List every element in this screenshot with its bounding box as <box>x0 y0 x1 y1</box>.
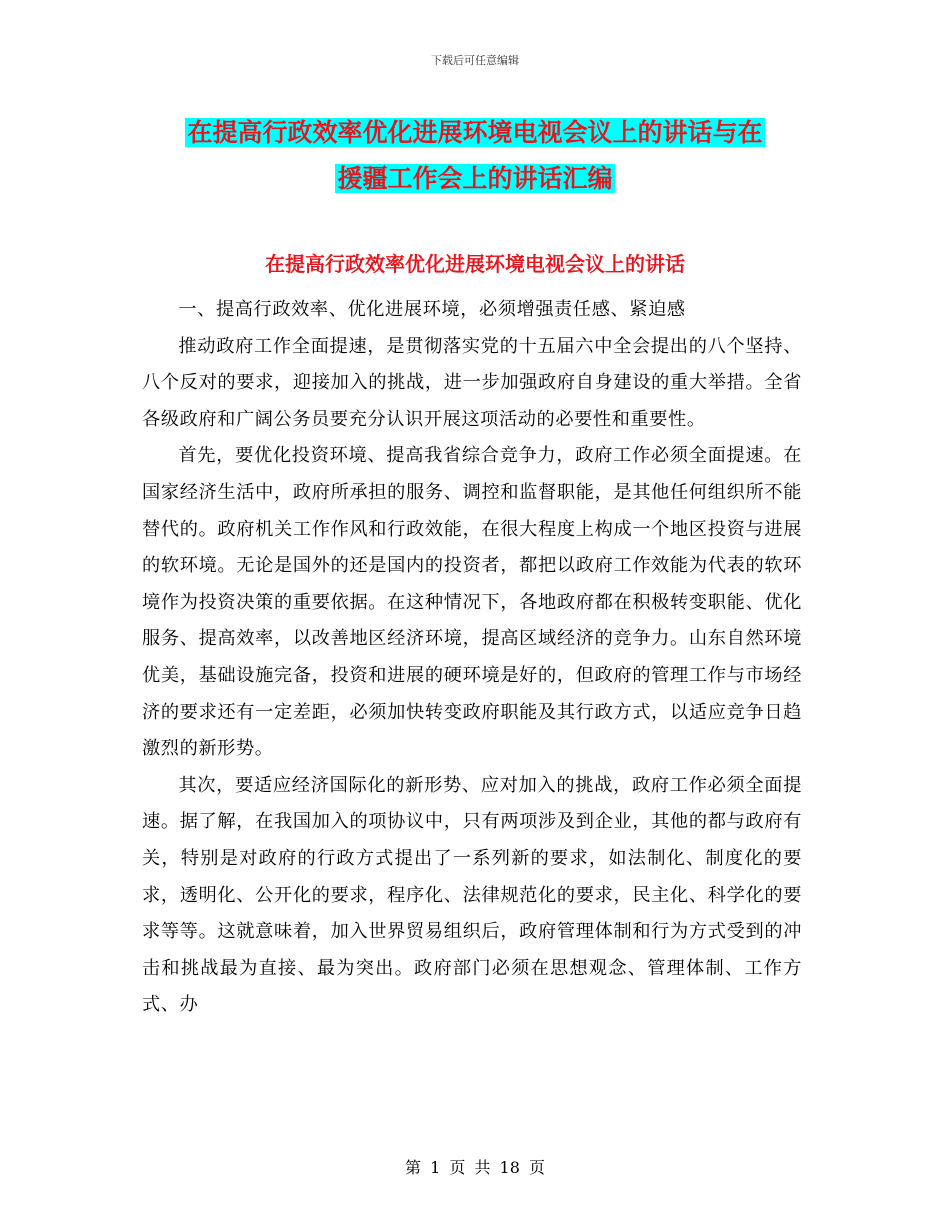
header-note: 下载后可任意编辑 <box>431 54 519 67</box>
paragraph: 首先，要优化投资环境、提高我省综合竞争力，政府工作必须全面提速。在国家经济生活中，政府所承担的服务、调控和监督职能，是其他任何组织所不能替代的。政府机关工作作风和行政效能，在很大程度上构成一个地区投资与进展的软环境。无论是国外的还是国内的投资者，都把以政府工作效能为代表的软环境作为投资决策的重要依据。在这种情况下，各地政府都在积极转变职能、优化服务、提高效率，以改善地区经济环境，提高区域经济的竞争力。山东自然环境优美，基础设施完备，投资和进展的硬环境是好的，但政府的管理工作与市场经济的要求还有一定差距，必须加快转变政府职能及其行政方式，以适应竞争日趋激烈的新形势。 <box>142 445 802 760</box>
section-title: 在提高行政效率优化进展环境电视会议上的讲话 <box>265 252 685 276</box>
paragraph-heading: 一、提高行政效率、优化进展环境，必须增强责任感、紧迫感 <box>178 299 686 320</box>
document-title <box>140 110 810 202</box>
page-footer: 第 1 页 共 18 页 <box>405 1158 545 1177</box>
paragraph: 其次，要适应经济国际化的新形势、应对加入的挑战，政府工作必须全面提速。据了解，在我国加入的项协议中，只有两项涉及到企业，其他的都与政府有关，特别是对政府的行政方式提出了一系列新的要求，如法制化、制度化的要求，透明化、公开化的要求，程序化、法律规范化的要求，民主化、科学化的要求等等。这就意味着，加入世界贸易组织后，政府管理体制和行为方式受到的冲击和挑战最为直接、最为突出。政府部门必须在思想观念、管理体制、工作方式、办 <box>142 774 802 1016</box>
document-title-line-1: 在提高行政效率优化进展环境电视会议上的讲话与在 <box>187 118 763 147</box>
body-text <box>142 292 802 1024</box>
paragraph: 推动政府工作全面提速，是贯彻落实党的十五届六中全会提出的八个坚持、八个反对的要求，迎接加入的挑战，进一步加强政府自身建设的重大举措。全省各级政府和广阔公务员要充分认识开展这项活动的必要性和重要性。 <box>142 335 802 430</box>
document-title-line-2: 援疆工作会上的讲话汇编 <box>337 164 613 193</box>
